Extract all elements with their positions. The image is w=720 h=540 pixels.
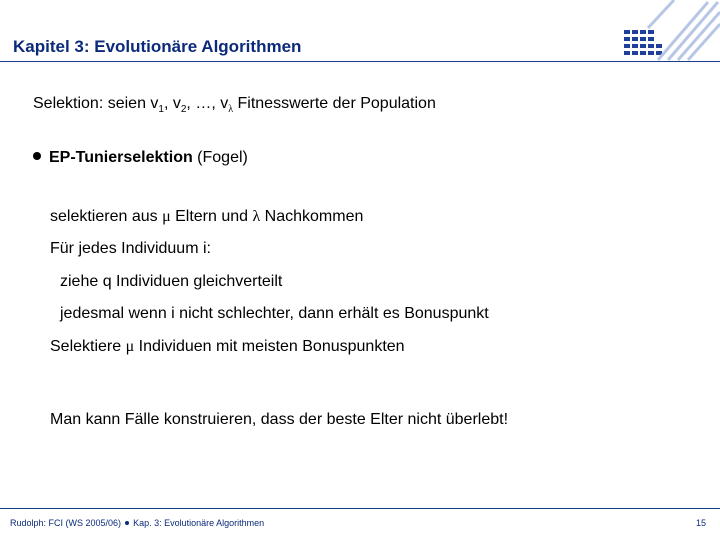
selektion-sep1: , v [163, 95, 181, 112]
bullet-icon [33, 152, 41, 160]
line1-b: Eltern und [170, 208, 253, 225]
bullet-bold-text: EP-Tunierselektion [49, 149, 193, 166]
lambda-symbol: λ [252, 208, 261, 225]
content-line-3: ziehe q Individuen gleichverteilt [60, 273, 283, 290]
header-rule [0, 61, 720, 62]
footer-left: Rudolph: FCI (WS 2005/06) [10, 518, 122, 528]
bullet-line [33, 149, 248, 167]
line5-a: Selektiere [50, 338, 126, 355]
line1-c: Nachkommen [260, 208, 364, 225]
footer-right: Kap. 3: Evolutionäre Algorithmen [133, 518, 265, 528]
content-line-1 [50, 208, 363, 226]
line1-a: selektieren aus [50, 208, 163, 225]
selektion-text-suffix: Fitnesswerte der Population [233, 95, 436, 112]
page-number: 15 [695, 518, 706, 528]
content-line-2: Für jedes Individuum i: [50, 240, 211, 257]
university-logo-icon [618, 0, 720, 64]
footer [10, 518, 264, 528]
footer-dot-icon [125, 521, 129, 525]
mu-symbol-2: μ [125, 338, 135, 355]
subscript-1: 1 [158, 104, 164, 116]
slide-title: Kapitel 3: Evolutionäre Algorithmen [13, 37, 302, 56]
content-line-5 [50, 338, 405, 356]
selektion-sep2: , …, v [186, 95, 229, 112]
bullet-rest-text: (Fogel) [192, 149, 248, 166]
subscript-2: 2 [180, 104, 187, 116]
subscript-lambda: λ [228, 104, 234, 116]
content-line-4: jedesmal wenn i nicht schlechter, dann erhält es Bonuspunkt [60, 305, 489, 322]
selektion-text-prefix: Selektion: seien v [33, 95, 159, 112]
footer-rule [0, 508, 720, 509]
selektion-line [33, 95, 436, 115]
line5-b: Individuen mit meisten Bonuspunkten [134, 338, 405, 355]
mu-symbol: μ [162, 208, 171, 225]
content-line-6: Man kann Fälle konstruieren, dass der beste Elter nicht überlebt! [50, 411, 509, 428]
